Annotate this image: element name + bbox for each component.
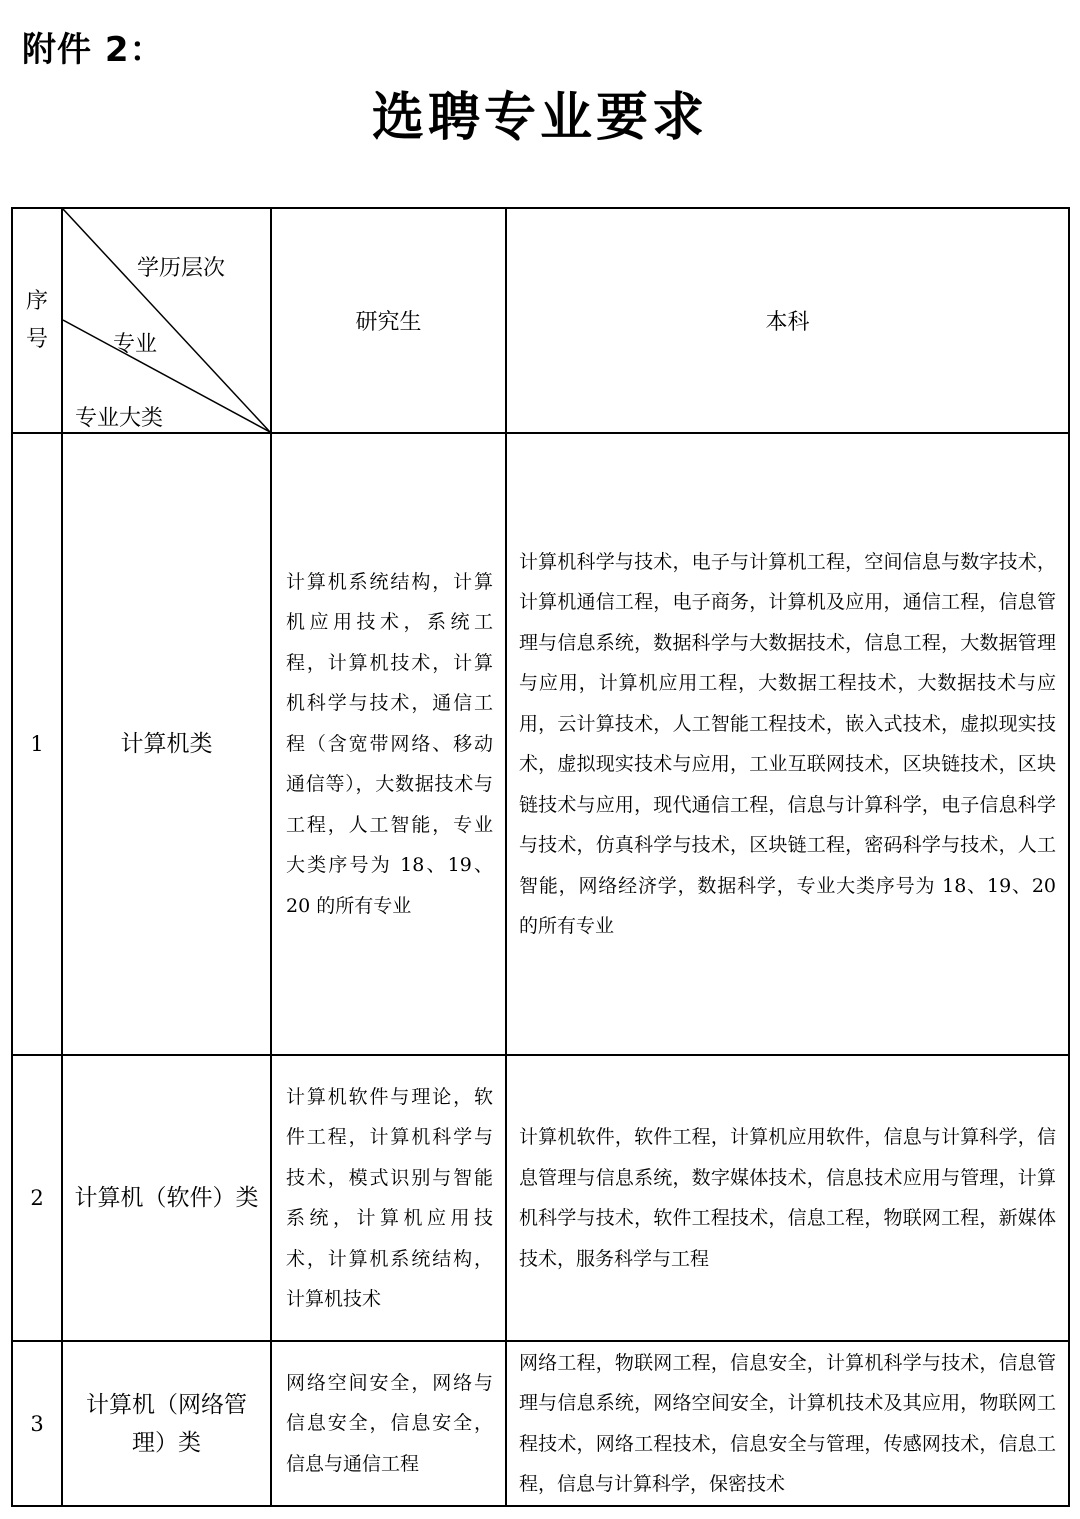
attachment-label: 附件 2：	[22, 30, 165, 70]
table-row	[12, 433, 1069, 1055]
seq-header-label: 序号	[25, 288, 48, 352]
seq-header	[12, 208, 62, 433]
requirements-table	[11, 207, 1070, 1507]
row-graduate-majors: 计算机系统结构，计算机应用技术，系统工程，计算机技术，计算机科学与技术，通信工程（含宽带网络、移动通信等），大数据技术与工程，人工智能，专业大类序号为 18、19、20 的所有专业	[271, 433, 506, 1055]
row-undergraduate-majors: 计算机科学与技术，电子与计算机工程，空间信息与数字技术，计算机通信工程，电子商务，计算机及应用，通信工程，信息管理与信息系统，数据科学与大数据技术，信息工程，大数据管理与应用，计算机应用工程，大数据工程技术，大数据技术与应用，云计算技术，人工智能工程技术，嵌入式技术，虚拟现实技术，虚拟现实技术与应用，工业互联网技术，区块链技术，区块链技术与应用，现代通信工程，信息与计算科学，电子信息科学与技术，仿真科学与技术，区块链工程，密码科学与技术，人工智能，网络经济学，数据科学，专业大类序号为 18、19、20 的所有专业	[506, 433, 1069, 1055]
graduate-header: 研究生	[271, 208, 506, 433]
row-seq: 2	[12, 1055, 62, 1341]
table-header-row	[12, 208, 1069, 433]
row-category: 计算机类	[62, 433, 271, 1055]
row-category: 计算机（软件）类	[62, 1055, 271, 1341]
major-category-label: 专业大类	[75, 406, 164, 431]
row-graduate-majors: 计算机软件与理论，软件工程，计算机科学与技术，模式识别与智能系统，计算机应用技术，计算机系统结构，计算机技术	[271, 1055, 506, 1341]
education-level-label: 学历层次	[137, 256, 226, 281]
table-row	[12, 1341, 1069, 1506]
page-title: 选聘专业要求	[371, 87, 708, 148]
row-category: 计算机（网络管理）类	[62, 1341, 271, 1506]
row-undergraduate-majors: 网络工程，物联网工程，信息安全，计算机科学与技术，信息管理与信息系统，网络空间安全，计算机技术及其应用，物联网工程技术，网络工程技术，信息安全与管理，传感网技术，信息工程，信息与计算科学，保密技术	[506, 1341, 1069, 1506]
undergraduate-header: 本科	[506, 208, 1069, 433]
row-graduate-majors: 网络空间安全，网络与信息安全，信息安全，信息与通信工程	[271, 1341, 506, 1506]
major-label: 专业	[113, 332, 158, 357]
diagonal-header-cell	[62, 208, 271, 433]
row-undergraduate-majors: 计算机软件，软件工程，计算机应用软件，信息与计算科学，信息管理与信息系统，数字媒体技术，信息技术应用与管理，计算机科学与技术，软件工程技术，信息工程，物联网工程，新媒体技术，服务科学与工程	[506, 1055, 1069, 1341]
diagonal-lines	[63, 209, 270, 432]
row-seq: 3	[12, 1341, 62, 1506]
table-row	[12, 1055, 1069, 1341]
row-seq: 1	[12, 433, 62, 1055]
